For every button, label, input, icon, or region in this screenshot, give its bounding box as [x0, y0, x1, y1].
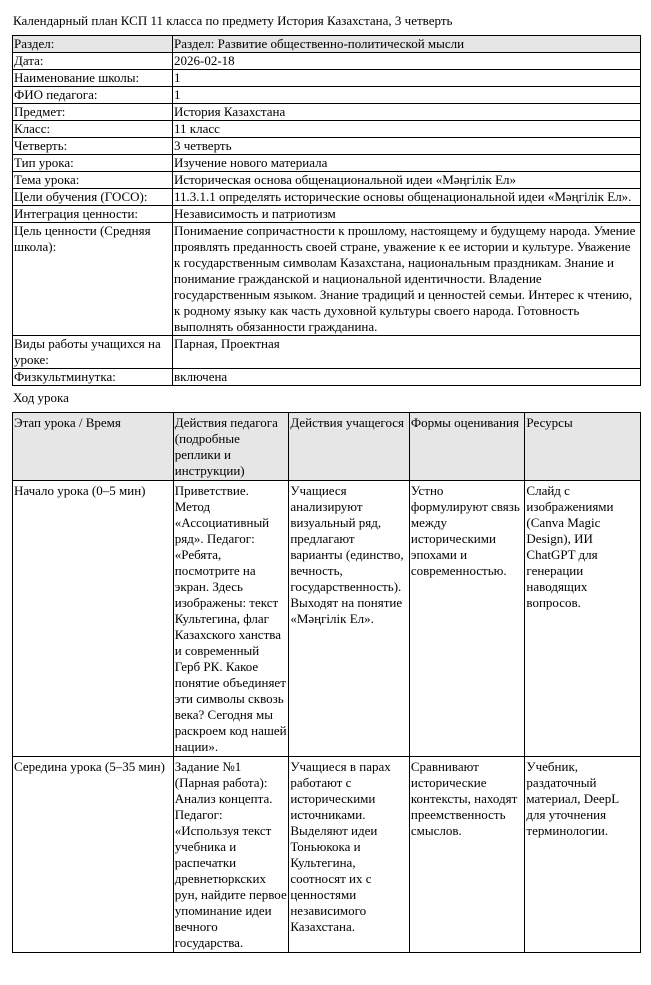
meta-row-date	[13, 53, 641, 70]
table-cell: Учащиеся в парах работают с историческими источниками. Выделяют идеи Тоньюкока и Культегина, соотносят их с ценностями независимого Казахстана.	[289, 757, 410, 953]
table-cell: Слайд с изображениями (Canva Magic Design), ИИ ChatGPT для генерации наводящих вопросов.	[525, 481, 641, 757]
meta-row-learning-goals	[13, 189, 641, 206]
column-header: Этап урока / Время	[13, 413, 174, 481]
meta-key: Дата:	[13, 53, 173, 70]
meta-row-value-integration	[13, 206, 641, 223]
table-cell: Задание №1 (Парная работа): Анализ концепта. Педагог: «Используя текст учебника и распечатки древнетюркских рун, найдите первое упоминание идеи вечного государства.	[173, 757, 289, 953]
meta-value: Понимаение сопричастности к прошлому, настоящему и будущему народа. Умение проявлять преданность своей стране, уважение к ее истории и культуре. Уважение к государственным символам Казахстана, национальным праздникам. Знание и понимание гражданской и национальной идентичности. Владение государственным языком. Знание традиций и ценностей семьи. Интерес к чтению, к родному языку как часть духовной культуры своего народа. Готовность выполнять обязанности гражданина.	[173, 223, 641, 336]
table-row	[13, 757, 641, 953]
meta-key: Цель ценности (Средняя школа):	[13, 223, 173, 336]
table-cell: Учебник, раздаточный материал, DeepL для уточнения терминологии.	[525, 757, 641, 953]
meta-value: включена	[173, 369, 641, 386]
meta-key: Класс:	[13, 121, 173, 138]
meta-row-school	[13, 70, 641, 87]
meta-key: Цели обучения (ГОСО):	[13, 189, 173, 206]
table-cell: Приветствие. Метод «Ассоциативный ряд». Педагог: «Ребята, посмотрите на экран. Здесь изображены: текст Культегина, флаг Казахского ханства и современный Герб РК. Какое понятие объединяет эти символы сквозь века? Сегодня мы раскроем код нашей нации».	[173, 481, 289, 757]
meta-value: 11 класс	[173, 121, 641, 138]
meta-row-subject	[13, 104, 641, 121]
meta-value: Историческая основа общенациональной идеи «Мәңгілік Ел»	[173, 172, 641, 189]
lesson-flow-title: Ход урока	[13, 390, 69, 405]
meta-value: 2026-02-18	[173, 53, 641, 70]
meta-value: 1	[173, 87, 641, 104]
meta-key: ФИО педагога:	[13, 87, 173, 104]
meta-value: История Казахстана	[173, 104, 641, 121]
meta-key: Физкультминутка:	[13, 369, 173, 386]
table-row	[13, 481, 641, 757]
meta-key: Тема урока:	[13, 172, 173, 189]
lesson-flow-table	[12, 412, 641, 953]
meta-key: Раздел:	[13, 36, 173, 53]
table-cell: Начало урока (0–5 мин)	[13, 481, 174, 757]
meta-key: Наименование школы:	[13, 70, 173, 87]
meta-key: Предмет:	[13, 104, 173, 121]
table-header-row	[13, 413, 641, 481]
column-header: Действия учащегося	[289, 413, 410, 481]
meta-row-lesson-type	[13, 155, 641, 172]
meta-row-topic	[13, 172, 641, 189]
table-cell: Середина урока (5–35 мин)	[13, 757, 174, 953]
meta-value: 11.3.1.1 определять исторические основы общенациональной идеи «Мәңгілік Ел».	[173, 189, 641, 206]
column-header: Формы оценивания	[409, 413, 525, 481]
table-cell: Устно формулируют связь между историческими эпохами и современностью.	[409, 481, 525, 757]
meta-key: Тип урока:	[13, 155, 173, 172]
meta-value: 1	[173, 70, 641, 87]
column-header: Действия педагога (подробные реплики и инструкции)	[173, 413, 289, 481]
meta-row-value-goal	[13, 223, 641, 336]
meta-value: 3 четверть	[173, 138, 641, 155]
meta-row-quarter	[13, 138, 641, 155]
meta-key: Интеграция ценности:	[13, 206, 173, 223]
table-cell: Учащиеся анализируют визуальный ряд, предлагают варианты (единство, вечность, государственность). Выходят на понятие «Мәңгілік Ел».	[289, 481, 410, 757]
meta-value: Изучение нового материала	[173, 155, 641, 172]
meta-key: Виды работы учащихся на уроке:	[13, 336, 173, 369]
meta-row-teacher	[13, 87, 641, 104]
table-cell: Сравнивают исторические контексты, находят преемственность смыслов.	[409, 757, 525, 953]
meta-row-section	[13, 36, 641, 53]
meta-value: Парная, Проектная	[173, 336, 641, 369]
meta-row-exercise-break	[13, 369, 641, 386]
column-header: Ресурсы	[525, 413, 641, 481]
meta-row-grade	[13, 121, 641, 138]
meta-key: Четверть:	[13, 138, 173, 155]
lesson-meta-table	[12, 35, 641, 386]
meta-value: Независимость и патриотизм	[173, 206, 641, 223]
document-title: Календарный план КСП 11 класса по предмету История Казахстана, 3 четверть	[13, 13, 453, 28]
meta-row-work-types	[13, 336, 641, 369]
meta-value: Раздел: Развитие общественно-политической мысли	[173, 36, 641, 53]
